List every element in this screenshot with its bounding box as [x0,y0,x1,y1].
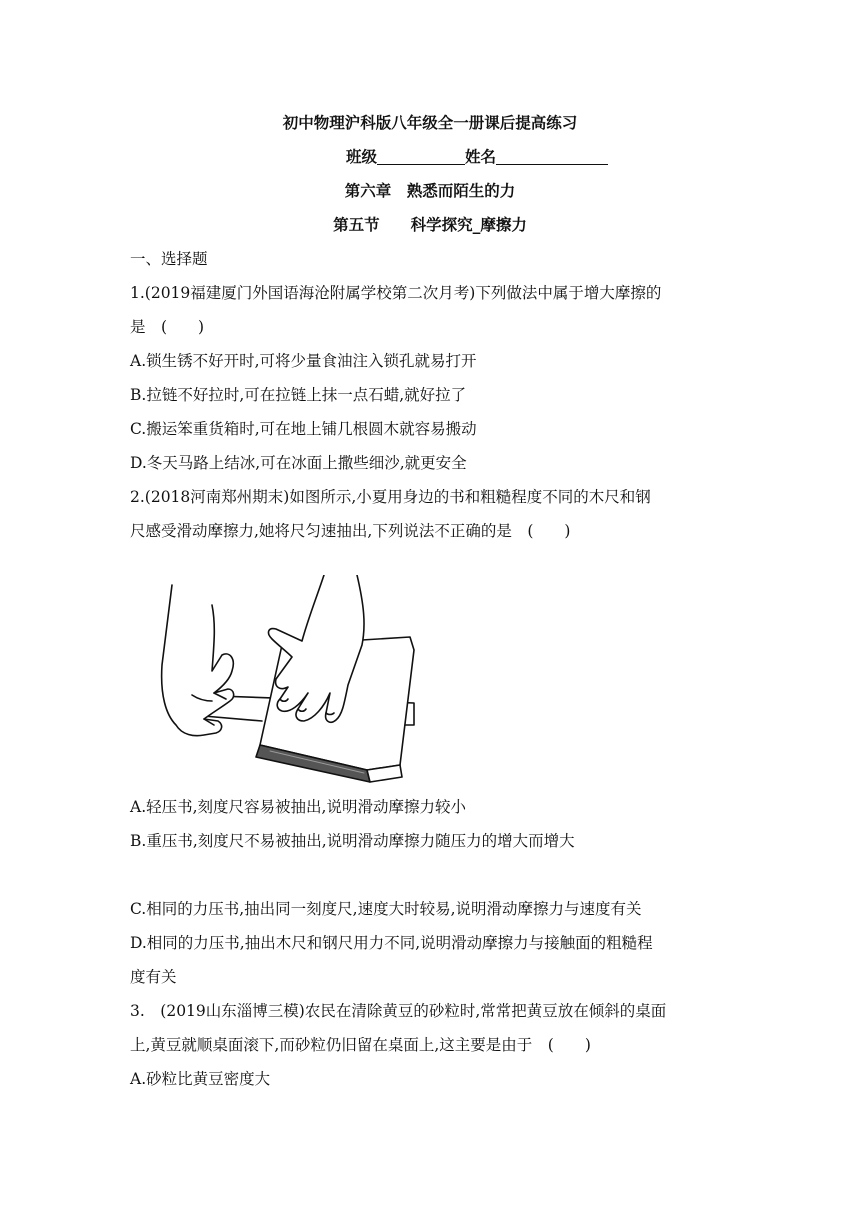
q2-option-d: D.相同的力压书,抽出木尺和钢尺用力不同,说明滑动摩擦力与接触面的粗糙程 [130,934,653,952]
student-info-line [346,147,608,167]
q1-stem-line2: 是 ( ) [130,318,205,336]
q3-stem-line1: 3. (2019山东淄博三模)农民在清除黄豆的砂粒时,常常把黄豆放在倾斜的桌面 [130,1002,667,1020]
name-blank[interactable] [496,148,608,165]
q2-option-c: C.相同的力压书,抽出同一刻度尺,速度大时较易,说明滑动摩擦力与速度有关 [130,900,642,918]
hands-book-ruler-figure [152,575,427,790]
class-blank[interactable] [377,148,465,165]
name-label: 姓名 [465,147,497,166]
q1-option-a: A.锁生锈不好开时,可将少量食油注入锁孔就易打开 [130,352,477,370]
q2-option-b: B.重压书,刻度尺不易被抽出,说明滑动摩擦力随压力的增大而增大 [130,832,575,850]
q3-option-a: A.砂粒比黄豆密度大 [130,1070,271,1088]
q2-option-a: A.轻压书,刻度尺容易被抽出,说明滑动摩擦力较小 [130,798,466,816]
q2-stem-line1: 2.(2018河南郑州期末)如图所示,小夏用身边的书和粗糙程度不同的木尺和钢 [130,488,651,506]
q1-option-c: C.搬运笨重货箱时,可在地上铺几根圆木就容易搬动 [130,420,477,438]
q3-stem-line2: 上,黄豆就顺桌面滚下,而砂粒仍旧留在桌面上,这主要是由于 ( ) [130,1036,591,1054]
q1-stem-line1: 1.(2019福建厦门外国语海沧附属学校第二次月考)下列做法中属于增大摩擦的 [130,284,662,302]
section-title: 第五节 科学探究_摩擦力 [333,215,527,234]
worksheet-title: 初中物理沪科版八年级全一册课后提高练习 [282,113,578,132]
q2-stem-line2: 尺感受滑动摩擦力,她将尺匀速抽出,下列说法不正确的是 ( ) [130,522,571,540]
q1-option-b: B.拉链不好拉时,可在拉链上抹一点石蜡,就好拉了 [130,386,467,404]
part-heading: 一、选择题 [130,250,208,268]
chapter-title: 第六章 熟悉而陌生的力 [344,181,516,200]
q1-option-d: D.冬天马路上结冰,可在冰面上撒些细沙,就更安全 [130,454,467,472]
class-label: 班级 [346,147,378,166]
q2-option-d-cont: 度有关 [130,968,177,986]
